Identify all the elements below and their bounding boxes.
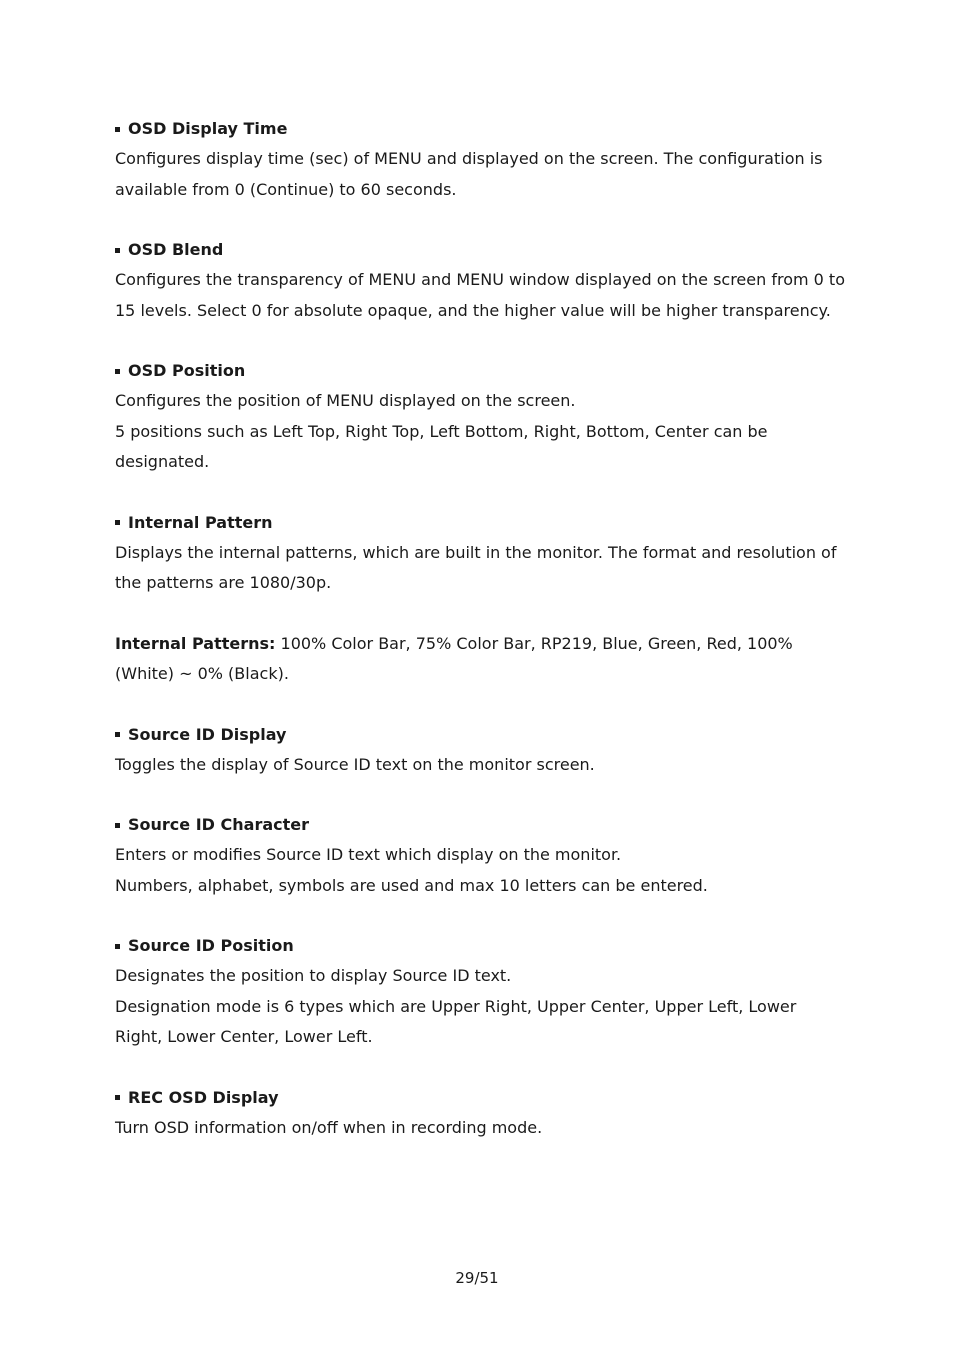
- paragraph: [115, 629, 845, 690]
- paragraph: Enters or modifies Source ID text which display on the monitor.: [115, 845, 622, 864]
- paragraph: 5 positions such as Left Top, Right Top, Left Bottom, Right, Bottom, Center can be designated.: [115, 421, 768, 471]
- section-osd-display-time: [115, 114, 845, 205]
- square-bullet-icon: [115, 944, 120, 949]
- square-bullet-icon: [115, 1095, 120, 1100]
- section-osd-position: [115, 356, 845, 478]
- heading-text: REC OSD Display: [128, 1087, 279, 1107]
- section-osd-blend: [115, 235, 845, 326]
- heading-text: Internal Pattern: [128, 512, 273, 532]
- section-heading: [115, 720, 845, 750]
- section-heading: [115, 235, 845, 265]
- paragraph: Toggles the display of Source ID text on the monitor screen.: [115, 754, 595, 774]
- heading-text: Source ID Display: [128, 724, 287, 744]
- section-heading: [115, 356, 845, 386]
- square-bullet-icon: [115, 823, 120, 828]
- page-number: 29/51: [455, 1269, 499, 1287]
- paragraph: Designation mode is 6 types which are Upper Right, Upper Center, Upper Left, Lower Right, Lower Center, Lower Left.: [115, 996, 797, 1046]
- section-heading: [115, 931, 845, 961]
- heading-text: OSD Display Time: [128, 119, 288, 138]
- paragraph: Displays the internal patterns, which are built in the monitor. The format and resolution of the patterns are 1080/30p.: [115, 542, 837, 592]
- section-source-id-position: [115, 931, 845, 1053]
- section-source-id-character: [115, 810, 845, 901]
- section-internal-patterns-list: [115, 629, 845, 690]
- square-bullet-icon: [115, 248, 120, 253]
- paragraph: Designates the position to display Source ID text.: [115, 966, 512, 985]
- heading-text: OSD Blend: [128, 240, 224, 259]
- square-bullet-icon: [115, 369, 120, 374]
- section-heading: [115, 1083, 845, 1113]
- section-heading: [115, 114, 845, 144]
- square-bullet-icon: [115, 732, 120, 737]
- paragraph: Turn OSD information on/off when in recording mode.: [115, 1117, 543, 1137]
- paragraph: Configures the transparency of MENU and MENU window displayed on the screen from 0 to 15 levels. Select 0 for absolute opaque, and the higher value will be higher transparency.: [115, 270, 845, 320]
- square-bullet-icon: [115, 127, 120, 132]
- document-body: [115, 114, 845, 1173]
- square-bullet-icon: [115, 520, 120, 525]
- paragraph: Numbers, alphabet, symbols are used and max 10 letters can be entered.: [115, 875, 708, 895]
- heading-text: Source ID Character: [128, 815, 309, 834]
- section-source-id-display: [115, 720, 845, 781]
- section-internal-pattern: [115, 508, 845, 599]
- paragraph: Configures the position of MENU displayed on the screen.: [115, 391, 576, 410]
- paragraph: Configures display time (sec) of MENU and displayed on the screen. The configuration is available from 0 (Continue) to 60 seconds.: [115, 149, 823, 199]
- heading-text: OSD Position: [128, 361, 246, 380]
- section-rec-osd-display: [115, 1083, 845, 1144]
- section-heading: [115, 508, 845, 538]
- section-heading: [115, 810, 845, 840]
- paragraph-text: 100% Color Bar, 75% Color Bar, RP219, Blue, Green, Red, 100% (White) ~ 0% (Black).: [115, 633, 793, 683]
- heading-text: Source ID Position: [128, 936, 294, 955]
- lead-label: Internal Patterns:: [115, 633, 276, 653]
